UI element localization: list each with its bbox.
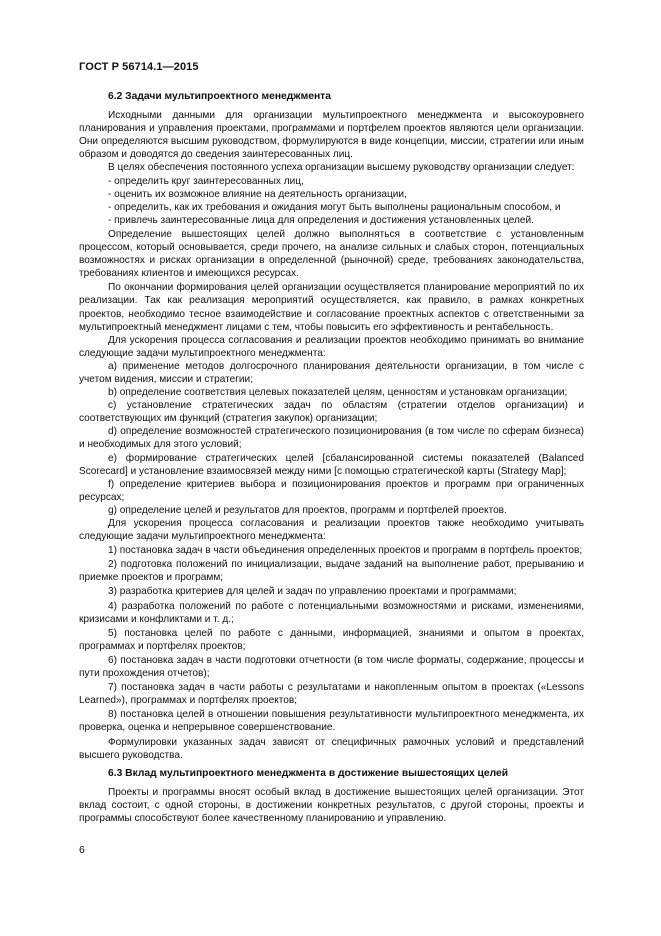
list-item: 1) постановка задач в части объединения определенных проектов и программ в портфель проектов; — [108, 545, 583, 557]
paragraph: Определение вышестоящих целей должно выполняться в соответствие с установленным процессом, который основывается, среди прочего, на анализе сильных и слабых сторон, потенциальных возможностях и рисках организации в определенной (рыночной) среде, требованиях законодательства, требованиях клиентов и имеющихся ресурсах. — [79, 228, 584, 280]
list-item: е) формирование стратегических целей [сбалансированной системы показателей (Balanced Scorecard] и установление взаимосвязей между ними [с помощью стратегической карты (Strategy Map]; — [79, 452, 584, 477]
list-item: - привлечь заинтересованные лица для определения и достижения установленных целей. — [108, 214, 534, 226]
paragraph: Для ускорения процесса согласования и реализации проектов необходимо принимать во внимание следующие задачи мультипроектного менеджмента: — [79, 334, 584, 359]
list-item: 3) разработка критериев для целей и задач по управлению проектами и программами; — [108, 586, 517, 598]
list-item: 2) подготовка положений по инициализации, выдаче заданий на выполнение работ, прерыванию и приемке проектов и программ; — [79, 559, 584, 584]
list-item: - определить круг заинтересованных лиц, — [108, 175, 304, 187]
list-item: 8) постановка целей в отношении повышения результативности мультипроектного менеджмента, их проверка, оценка и непрерывное совершенствование. — [79, 709, 584, 734]
list-item: f) определение критериев выбора и позиционирования проектов и программ при ограниченных ресурсах; — [79, 478, 584, 503]
list-item: 6) постановка задач в части подготовки отчетности (в том числе форматы, содержание, процессы и пути прохождения отчетов); — [79, 654, 584, 680]
list-item: с) установление стратегических задач по областям (стратегии отделов организации) и соответствующих им функций (стратегия закупок) организации; — [79, 400, 584, 425]
page-number: 6 — [79, 844, 85, 856]
list-item: d) определение возможностей стратегического позиционирования (в том числе по сферам бизнеса) и необходимых для этого условий; — [79, 426, 584, 451]
paragraph: В целях обеспечения постоянного успеха организации высшему руководству организации следует: — [108, 162, 575, 174]
paragraph: Формулировки указанных задач зависят от специфичных рамочных условий и представлений высшего руководства. — [79, 736, 584, 761]
page-content — [79, 90, 584, 825]
paragraph: Проекты и программы вносят особый вклад в достижение вышестоящих целей организации. Этот вклад состоит, с одной стороны, в достижении конкретных результатов, с другой стороны, проекты и программы способствуют более качественному планированию и управлению. — [79, 786, 584, 824]
list-item: 4) разработка положений по работе с потенциальными возможностями и рисками, изменениями, кризисами и конфликтами и т. д.; — [79, 600, 584, 625]
paragraph: Исходными данными для организации мультипроектного менеджмента и высокоуровнего планирования и управления проектами, программами и портфелем проектов являются цели организации. Они определяются высшим руководством, формулируются в виде концепции, миссии, стратегии или иным образом и доводятся до сведения заинтересованных лиц. — [79, 110, 584, 161]
section-heading-6-2: 6.2 Задачи мультипроектного менеджмента — [108, 91, 331, 102]
paragraph: По окончании формирования целей организации осуществляется планирование мероприятий по их реализации. Так как реализация мероприятий осуществляется, как правило, в рамках конкретных проектов, необходимо тесное взаимодействие и согласование проектных аспектов с ответственными за мультипроектный менеджмент лицами с тем, чтобы повысить его эффективность и рентабельность. — [79, 282, 584, 333]
list-item: g) определение целей и результатов для проектов, программ и портфелей проектов. — [108, 504, 507, 516]
list-item: а) применение методов долгосрочного планирования деятельности организации, в том числе с учетом видения, миссии и стратегии; — [79, 360, 584, 385]
section-heading-6-3: 6.3 Вклад мультипроектного менеджмента в достижение вышестоящих целей — [108, 767, 509, 779]
paragraph: Для ускорения процесса согласования и реализации проектов также необходимо учитывать следующие задачи мультипроектного менеджмента: — [79, 518, 584, 543]
document-header: ГОСТ Р 56714.1—2015 — [79, 61, 199, 73]
list-item: - оценить их возможное влияние на деятельность организации, — [108, 188, 407, 200]
list-item: 7) постановка задач в части работы с результатами и накопленным опытом в проектах («Lessons Learned»), программах и портфелях проектов; — [79, 682, 584, 707]
list-item: - определить, как их требования и ожидания могут быть выполнены рациональным способом, и — [108, 201, 561, 213]
list-item: b) определение соответствия целевых показателей целям, ценностям и установкам организации; — [108, 387, 568, 399]
list-item: 5) постановка целей по работе с данными, информацией, знаниями и опытом в проектах, программах и портфелях проектов; — [79, 627, 584, 652]
